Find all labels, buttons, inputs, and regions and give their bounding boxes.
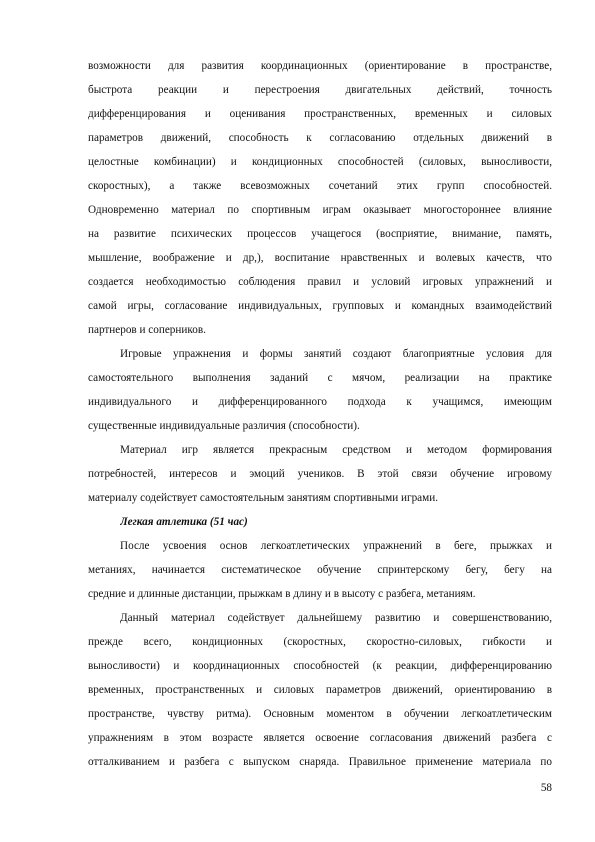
text-line: метаниях, начинается систематическое обучение спринтерскому бегу, бегу на: [88, 564, 552, 576]
text-line: материалу содействует самостоятельным занятиям спортивными играми.: [88, 492, 438, 504]
text-line: выносливости) и координационных способностей (к реакции, дифференцированию: [88, 660, 552, 672]
text-line: быстрота реакции и перестроения двигательных действий, точность: [88, 84, 552, 96]
text-line: самостоятельного выполнения заданий с мячом, реализации на практике: [88, 372, 552, 384]
text-line: дифференцирования и оценивания пространственных, временных и силовых: [88, 108, 552, 120]
text-line: на развитие психических процессов учащегося (восприятие, внимание, память,: [88, 228, 552, 240]
text-line: целостные комбинации) и кондиционных способностей (силовых, выносливости,: [88, 156, 552, 168]
text-line: После усвоения основ легкоатлетических упражнений в беге, прыжках и: [120, 540, 552, 552]
text-line: средние и длинные дистанции, прыжкам в длину и в высоту с разбега, метаниям.: [88, 588, 476, 600]
text-line: пространстве, чувству ритма). Основным моментом в обучении легкоатлетическим: [88, 708, 552, 720]
text-line: скоростных), а также всевозможных сочетаний этих групп способностей.: [88, 180, 552, 192]
text-line: упражнениям в этом возрасте является освоение согласования движений разбега с: [88, 732, 552, 744]
text-line: самой игры, согласование индивидуальных, групповых и командных взаимодействий: [88, 300, 552, 312]
text-line: потребностей, интересов и эмоций учеников. В этой связи обучение игровому: [88, 468, 552, 480]
text-line: возможности для развития координационных (ориентирование в пространстве,: [88, 60, 552, 72]
text-line: Одновременно материал по спортивным играм оказывает многостороннее влияние: [88, 204, 552, 216]
text-line: индивидуального и дифференцированного подхода к учащимся, имеющим: [88, 396, 552, 408]
text-line: мышление, воображение и др,), воспитание нравственных и волевых качеств, что: [88, 252, 552, 264]
text-line: Материал игр является прекрасным средством и методом формирования: [120, 444, 552, 456]
page-number: 58: [540, 782, 552, 794]
section-heading: Легкая атлетика (51 час): [120, 516, 248, 528]
text-line: отталкиванием и разбега с выпуском снаряда. Правильное применение материала по: [88, 756, 552, 768]
text-line: создается необходимостью соблюдения правил и условий игровых упражнений и: [88, 276, 552, 288]
text-line: временных, пространственных и силовых параметров движений, ориентированию в: [88, 684, 552, 696]
text-line: существенные индивидуальные различия (способности).: [88, 420, 360, 432]
text-line: прежде всего, кондиционных (скоростных, скоростно-силовых, гибкости и: [88, 636, 552, 648]
text-line: партнеров и соперников.: [88, 324, 206, 336]
text-line: Данный материал содействует дальнейшему развитию и совершенствованию,: [120, 612, 552, 624]
text-line: Игровые упражнения и формы занятий создают благоприятные условия для: [120, 348, 552, 360]
text-line: параметров движений, способность к согласованию отдельных движений в: [88, 132, 552, 144]
